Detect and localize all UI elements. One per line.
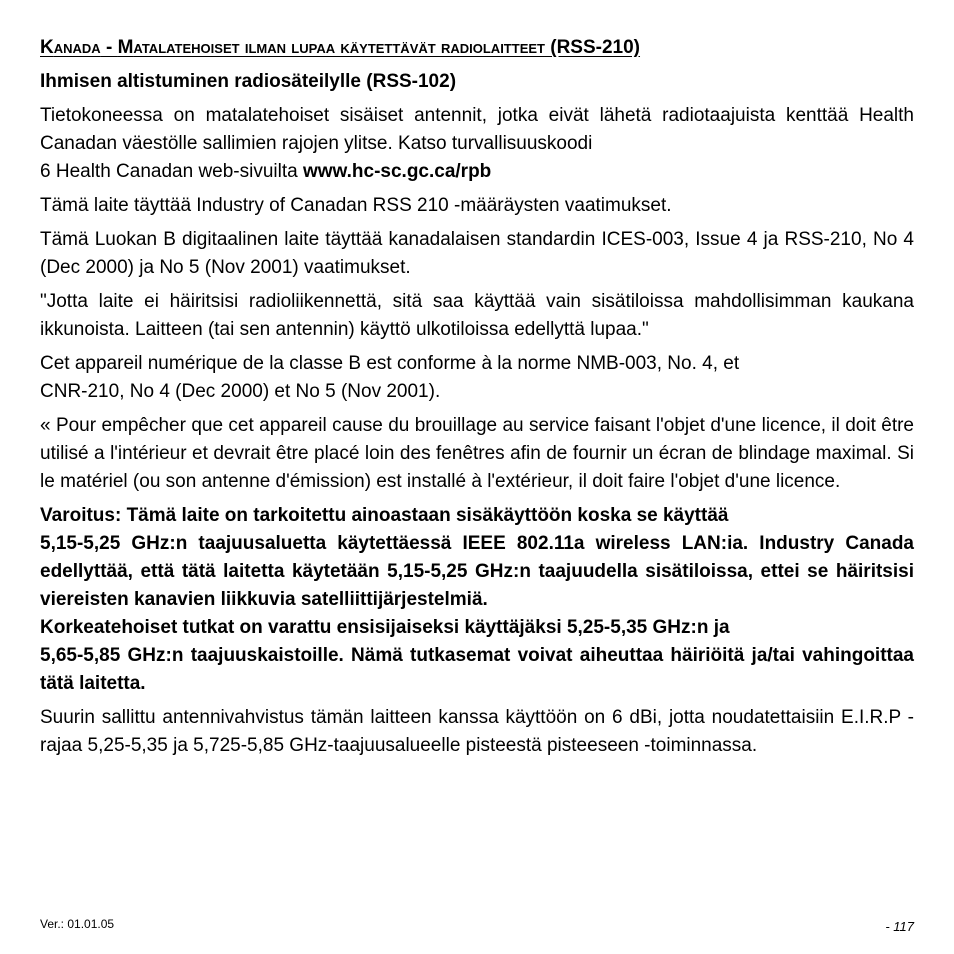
paragraph-antenna-gain: Suurin sallittu antennivahvistus tämän laitteen kanssa käyttöön on 6 dBi, jotta noudatettaisiin E.I.R.P -rajaa 5,25-5,35 ja 5,725-5,85 GHz-taajuusalueelle pisteestä pisteeseen -toiminnassa. — [40, 707, 914, 756]
warning-paragraph — [40, 502, 914, 698]
health-canada-link[interactable]: www.hc-sc.gc.ca/rpb — [303, 161, 492, 182]
title-code: (RSS-210) — [544, 37, 641, 58]
title-text: atalatehoiset ilman lupaa käytettävät radiolaitteet — [133, 37, 545, 58]
warning-line4: 5,65-5,85 GHz:n taajuuskaistoille. Nämä tutkasemat voivat aiheuttaa häiriöitä ja/tai vahingoittaa tätä laitetta. — [40, 645, 914, 694]
paragraph-antennas-prefix: 6 Health Canadan web-sivuilta — [40, 161, 303, 182]
paragraph-antennas — [40, 102, 914, 186]
subheading: Ihmisen altistuminen radiosäteilylle (RSS-102) — [40, 71, 457, 92]
french-class-b-line1: Cet appareil numérique de la classe B est conforme à la norme NMB-003, No. 4, et — [40, 353, 740, 374]
paragraph-french-class-b — [40, 350, 914, 406]
page-number: - 117 — [885, 919, 914, 934]
title-initial-m: M — [117, 37, 134, 58]
paragraph-class-b: Tämä Luokan B digitaalinen laite täyttää kanadalaisen standardin ICES-003, Issue 4 ja RSS-210, No 4 (Dec 2000) ja No 5 (Nov 2001) vaatimukset. — [40, 229, 914, 278]
warning-line2: 5,15-5,25 GHz:n taajuusaluetta käytettäessä IEEE 802.11a wireless LAN:ia. Industry Canada edellyttää, että tätä laitetta käytetään 5,15-5,25 GHz:n taajuudella sisätiloissa, ettei se häiritsisi viereisten kanavien liikkuvia satelliittijärjestelmiä. — [40, 533, 914, 610]
title-initial-k: K — [40, 37, 54, 58]
paragraph-french-licence: « Pour empêcher que cet appareil cause du brouillage au service faisant l'objet d'une licence, il doit être utilisé a l'intérieur et devrait être placé loin des fenêtres afin de fournir un écran de blindage maximal. Si le matériel (ou son antenne d'émission) est installé à l'extérieur, il doit faire l'objet d'une licence. — [40, 415, 914, 492]
paragraph-indoor-use: "Jotta laite ei häiritsisi radioliikennettä, sitä saa käyttää vain sisätiloissa mahdollisimman kaukana ikkunoista. Laitteen (tai sen antennin) käyttö ulkotiloissa edellyttä lupaa." — [40, 291, 914, 340]
paragraph-antennas-text: Tietokoneessa on matalatehoiset sisäiset antennit, jotka eivät lähetä radiotaajuista kenttää Health Canadan väestölle sallimien rajojen ylitse. Katso turvallisuuskoodi — [40, 105, 914, 154]
document-page — [40, 34, 914, 766]
french-class-b-line2: CNR-210, No 4 (Dec 2000) et No 5 (Nov 2001). — [40, 381, 441, 402]
paragraph-rss210: Tämä laite täyttää Industry of Canadan RSS 210 -määräysten vaatimukset. — [40, 195, 672, 216]
version-label: Ver.: 01.01.05 — [40, 917, 115, 931]
title-separator: - — [100, 37, 118, 58]
warning-line1: Varoitus: Tämä laite on tarkoitettu ainoastaan sisäkäyttöön koska se käyttää — [40, 505, 729, 526]
section-title — [40, 34, 914, 62]
title-word-kanada: anada — [53, 37, 101, 58]
warning-line3: Korkeatehoiset tutkat on varattu ensisijaiseksi käyttäjäksi 5,25-5,35 GHz:n ja — [40, 617, 730, 638]
